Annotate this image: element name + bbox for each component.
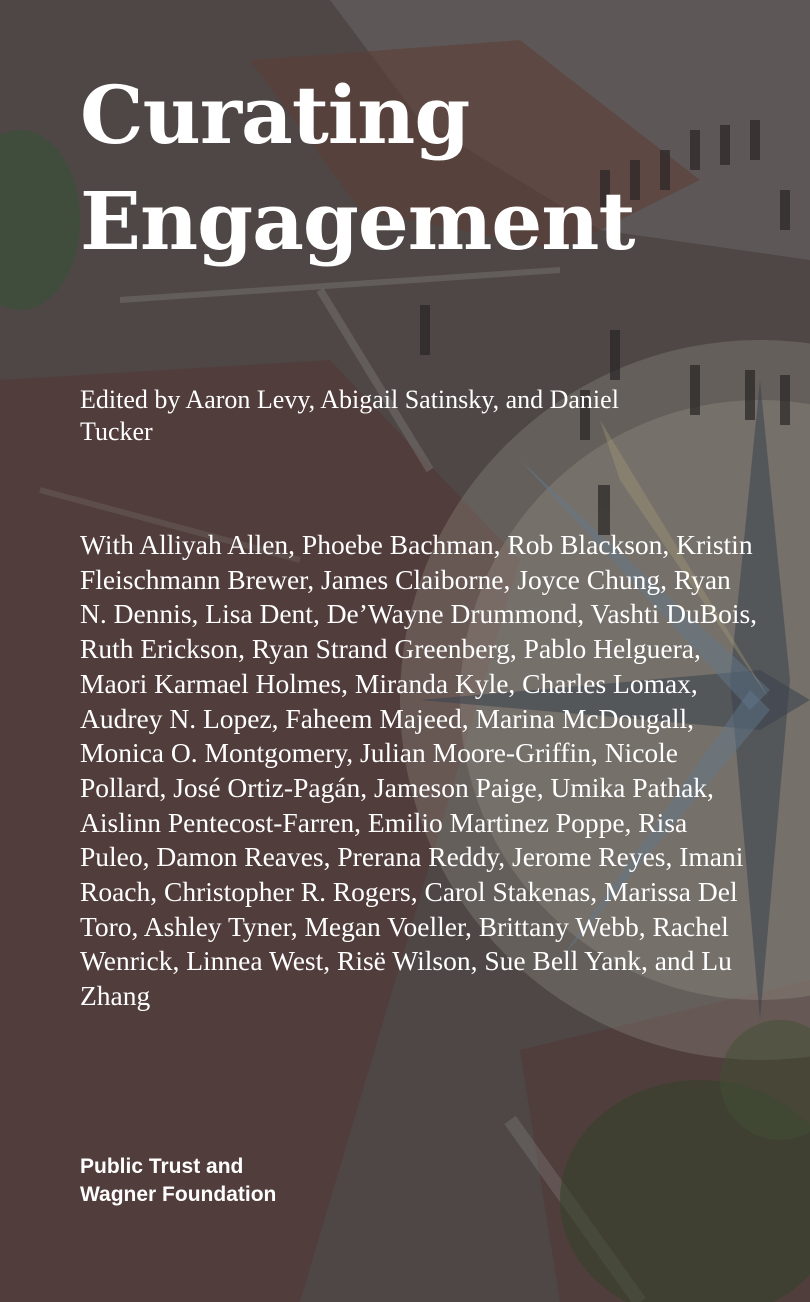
editors-credit: Edited by Aaron Levy, Abigail Satinsky, and Daniel Tucker bbox=[80, 385, 619, 446]
contributors-list: With Alliyah Allen, Phoebe Bachman, Rob Blackson, Kristin Fleischmann Brewer, James Claiborne, Joyce Chung, Ryan N. Dennis, Lisa Dent, De’Wayne Drummond, Vashti DuBois, Ruth Erickson, Ryan Strand Greenberg, Pablo Helguera, Maori Karmael Holmes, Miranda Kyle, Charles Lomax, Audrey N. Lopez, Faheem Majeed, Marina McDougall, Monica O. Montgomery, Julian Moore-Griffin, Nicole Pollard, José Ortiz-Pagán, Jameson Paige, Umika Pathak, Aislinn Pentecost-Farren, Emilio Martinez Poppe, Risa Puleo, Damon Reaves, Prerana Reddy, Jerome Reyes, Imani Roach, Christopher R. Rogers, Carol Stakenas, Marissa Del Toro, Ashley Tyner, Megan Voeller, Brittany Webb, Rachel Wenrick, Linnea West, Risë Wilson, Sue Bell Yank, and Lu Zhang bbox=[80, 529, 758, 1012]
publisher-credit bbox=[80, 1153, 276, 1209]
title-line-1: Curating bbox=[80, 68, 470, 162]
publisher-line-2: Wagner Foundation bbox=[80, 1183, 277, 1206]
title-line-2: Engagement bbox=[80, 174, 635, 268]
publisher-line-1: Public Trust and bbox=[80, 1155, 244, 1178]
book-title bbox=[80, 62, 634, 274]
